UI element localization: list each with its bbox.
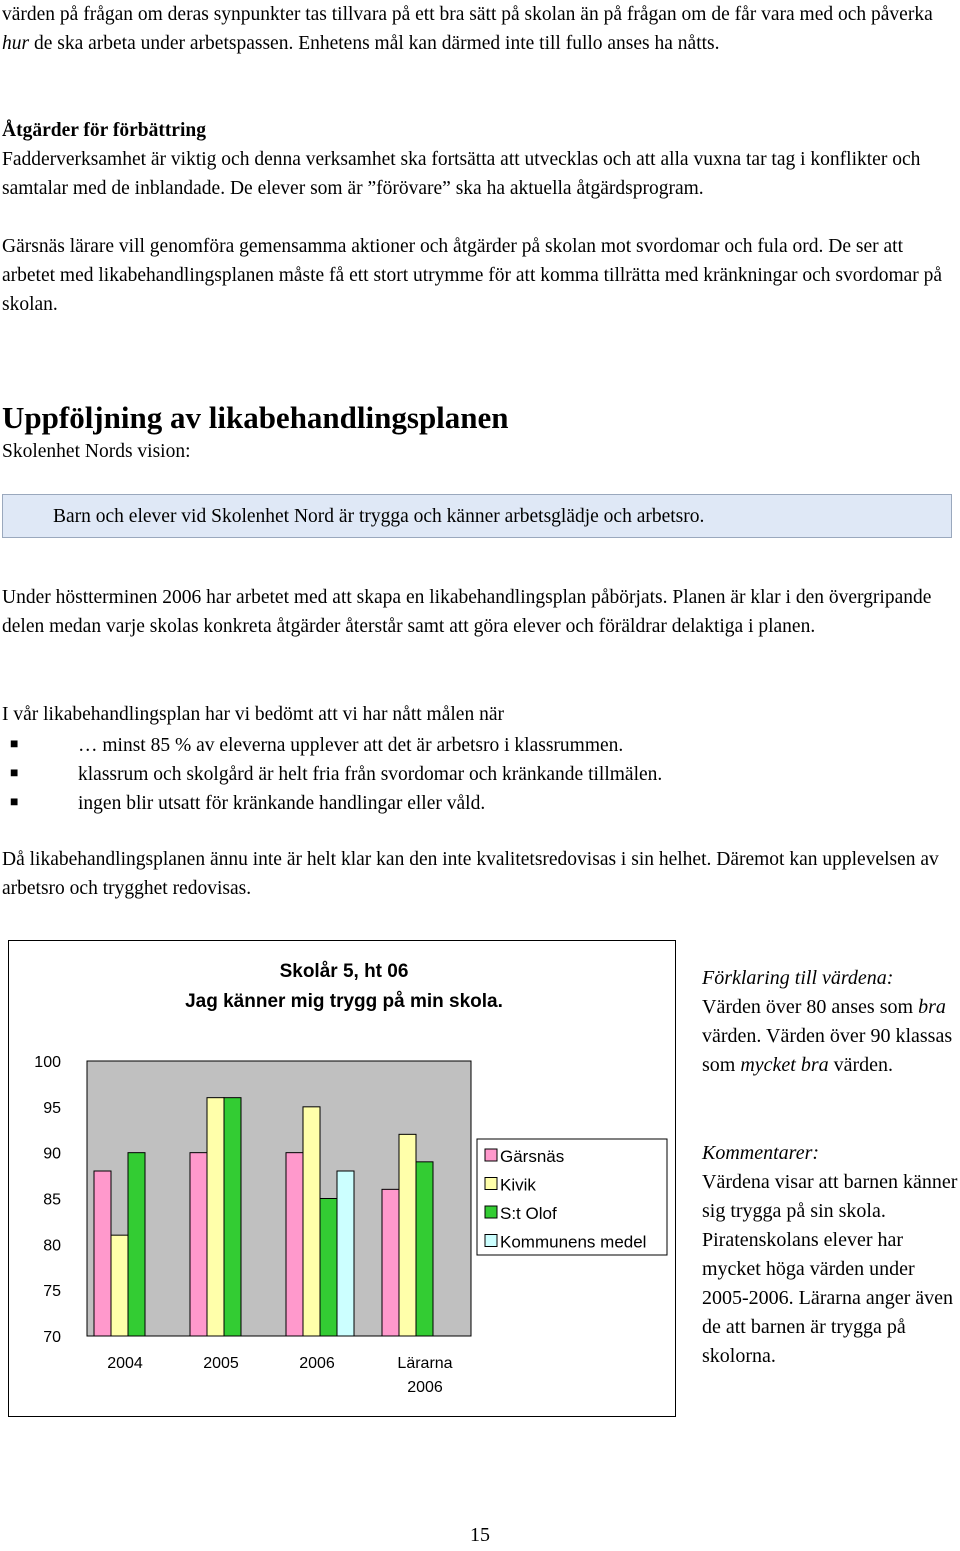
bar-chart [9,941,677,1418]
measures-paragraph-2: Gärsnäs lärare vill genomföra gemensamma aktioner och åtgärder på skolan mot svordomar och fula ord. De ser att arbetet med likabehandlingsplanen måste få ett stort utrymme för att komma tillrätta med kränkningar och svordomar på skolan. [2,236,943,315]
bar [190,1153,207,1336]
comments-text: Värdena visar att barnen känner sig trygga på sin skola. Piratenskolans elever har mycket höga värden under 2005-2006. Lärarna anger även de att barnen är trygga på skolorna. [702,1171,958,1367]
followup-paragraph-2: Då likabehandlingsplanen ännu inte är helt klar kan den inte kvalitetsredovisas i sin helhet. Däremot kan upplevelsen av arbetsro och trygghet redovisas. [2,849,939,899]
bar [128,1153,145,1336]
goal-bullet [2,789,958,818]
chart-title-line: Skolår 5, ht 06 [279,961,409,982]
comments-heading: Kommentarer: [702,1142,820,1164]
explanation-emphasis-2: mycket bra [740,1054,829,1076]
x-tick-label: Lärarna [397,1355,453,1372]
bar [416,1162,433,1336]
explanation-text-3: värden. [828,1054,894,1076]
goal-bullet-text: … minst 85 % av eleverna upplever att det är arbetsro i klassrummen. [78,735,624,756]
bar [286,1153,303,1336]
y-tick-label: 100 [34,1054,61,1071]
bullet-marker-icon: ■ [10,795,19,810]
chart-frame [8,940,676,1417]
x-tick-label: 2004 [107,1355,143,1372]
bar [320,1199,337,1337]
bullet-marker-icon: ■ [10,737,19,752]
bar [94,1171,111,1336]
bullet-marker-icon: ■ [10,766,19,781]
measures-paragraph-1: Fadderverksamhet är viktig och denna verksamhet ska fortsätta att utvecklas och att alla vuxna tar tag i konflikter och samtalar med de inblandade. De elever som är ”förövare” ska ha aktuella åtgärdsprogram. [2,149,921,199]
legend-swatch [485,1206,497,1218]
goal-bullet-text: klassrum och skolgård är helt fria från svordomar och kränkande tillmälen. [78,764,663,785]
explanation-block [702,964,958,1080]
chart-title-line: Jag känner mig trygg på min skola. [185,991,503,1012]
bar [224,1098,241,1336]
intro-paragraph [2,0,958,58]
legend-swatch [485,1235,497,1247]
goal-bullet-list [2,731,958,818]
bar [382,1189,399,1336]
legend-label: Kivik [500,1175,536,1195]
explanation-text-2: värden. Värden över 90 klassas som [702,1025,953,1076]
explanation-emphasis-1: bra [918,996,946,1018]
y-tick-label: 95 [43,1099,61,1117]
legend-swatch [485,1178,497,1190]
y-tick-label: 85 [43,1191,61,1209]
explanation-text-1: Värden över 80 anses som [702,996,919,1018]
followup-heading: Uppföljning av likabehandlingsplanen [2,400,509,435]
intro-text-2: de ska arbeta under arbetspassen. Enhetens mål kan därmed inte till fullo anses ha nåtts. [29,33,720,54]
y-tick-label: 90 [43,1145,61,1163]
bar [303,1107,320,1336]
bullets-intro: I vår likabehandlingsplan har vi bedömt att vi har nått målen när [2,704,504,725]
followup-paragraph-1: Under höstterminen 2006 har arbetet med att skapa en likabehandlingsplan påbörjats. Planen är klar i den övergripande delen medan varje skolas konkreta åtgärder återstår samt att göra elever och föräldrar delaktiga i planen. [2,587,932,637]
goal-bullet [2,760,958,789]
vision-label: Skolenhet Nords vision: [2,441,191,462]
y-tick-label: 70 [43,1329,61,1346]
legend-swatch [485,1149,497,1161]
x-tick-label: 2006 [407,1379,443,1396]
explanation-heading: Förklaring till värdena: [702,967,894,989]
bar [207,1098,224,1336]
legend-label: Kommunens medel [500,1232,647,1252]
bar [111,1235,128,1336]
intro-text-1: värden på frågan om deras synpunkter tas tillvara på ett bra sätt på skolan än på frågan om de får vara med och påverka [2,4,933,25]
comments-block [702,1139,958,1371]
y-tick-label: 80 [43,1237,61,1255]
goal-bullet [2,731,958,760]
bar [399,1134,416,1336]
y-tick-label: 75 [43,1283,61,1301]
x-tick-label: 2005 [203,1355,239,1372]
measures-heading: Åtgärder för förbättring [2,120,206,141]
bar [337,1171,354,1336]
goal-bullet-text: ingen blir utsatt för kränkande handlingar eller våld. [78,793,486,814]
intro-emphasis: hur [2,33,30,54]
legend-label: S:t Olof [500,1204,557,1223]
legend-label: Gärsnäs [500,1147,565,1166]
page-number: 15 [470,1524,490,1546]
vision-box: Barn och elever vid Skolenhet Nord är trygga och känner arbetsglädje och arbetsro. [2,494,952,538]
x-tick-label: 2006 [299,1355,335,1372]
